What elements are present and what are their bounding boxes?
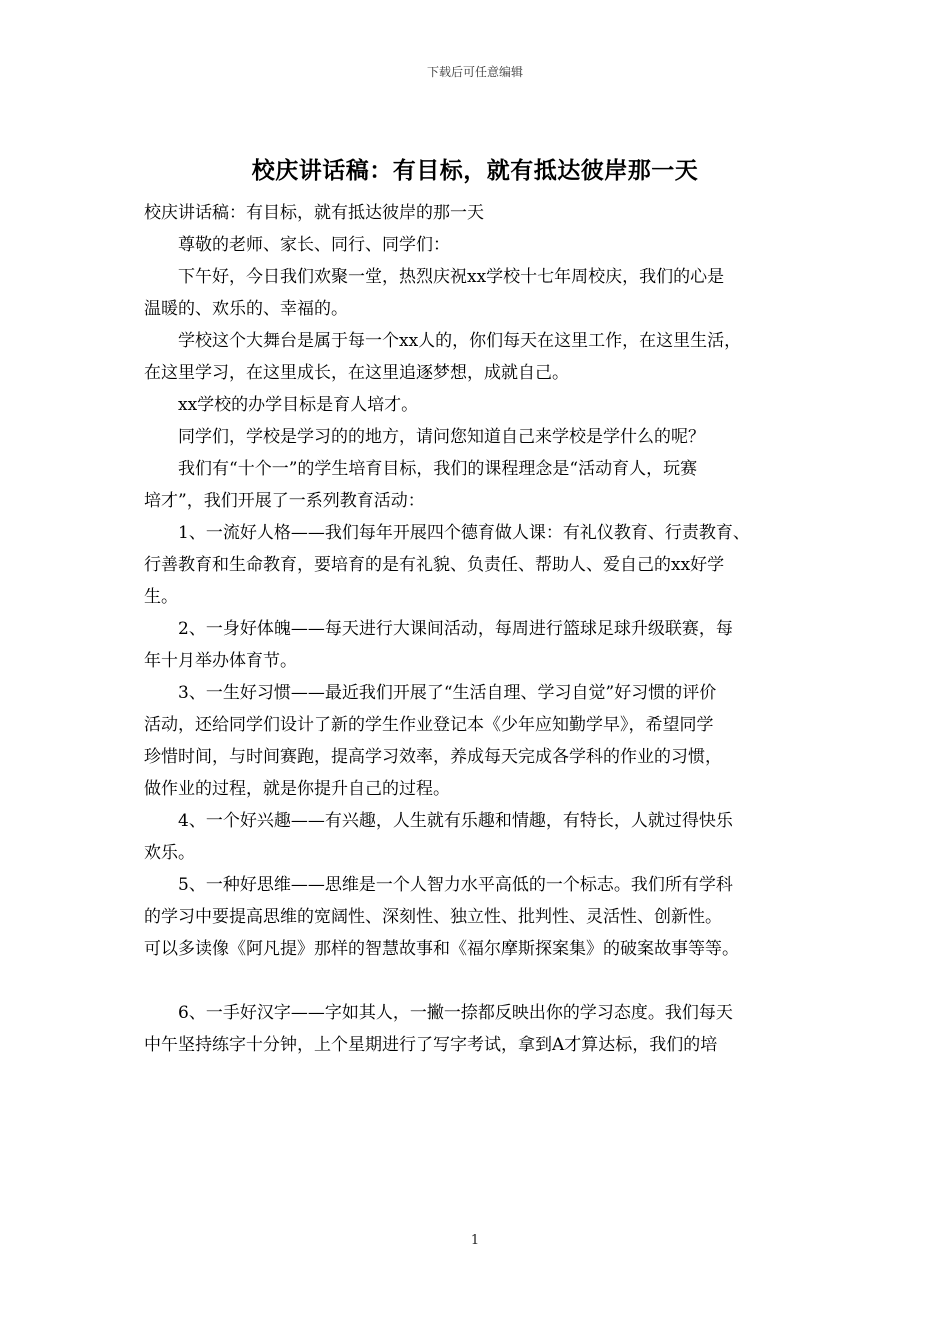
page-header-note: 下载后可任意编辑	[426, 65, 523, 79]
paragraph-item-6: 6、一手好汉字——字如其人，一撇一捺都反映出你的学习态度。我们每天 中午坚持练字十分钟，上个星期进行了写字考试，拿到A才算达标，我们的培	[144, 1003, 733, 1055]
paragraph-item-3: 3、一生好习惯——最近我们开展了“生活自理、学习自觉”好习惯的评价 活动，还给同学们设计了新的学生作业登记本《少年应知勤学早》，希望同学 珍惜时间，与时间赛跑，提高学习效率，养成每天完成各学科的作业的习惯， 做作业的过程，就是你提升自己的过程。	[144, 683, 722, 799]
paragraph-item-1: 1、一流好人格——我们每年开展四个德育做人课：有礼仪教育、行责教育、 行善教育和生命教育，要培育的是有礼貌、负责任、帮助人、爱自己的xx好学 生。	[144, 523, 750, 607]
paragraph-item-5: 5、一种好思维——思维是一个人智力水平高低的一个标志。我们所有学科 的学习中要提高思维的宽阔性、深刻性、独立性、批判性、灵活性、创新性。 可以多读像《阿凡提》那样的智慧故事和《福尔摩斯探案集》的破案故事等等。	[144, 875, 739, 959]
paragraph-goal: xx学校的办学目标是育人培才。	[178, 395, 419, 415]
paragraph-question: 同学们，学校是学习的的地方，请问您知道自己来学校是学什么的呢？	[178, 427, 705, 447]
paragraph-salutation: 尊敬的老师、家长、同行、同学们：	[178, 235, 450, 255]
paragraph-ten-goals: 我们有“十个一”的学生培育目标，我们的课程理念是“活动育人，玩赛 培才”，我们开展了一系列教育活动：	[144, 459, 698, 511]
paragraph-item-4: 4、一个好兴趣——有兴趣，人生就有乐趣和情趣，有特长，人就过得快乐 欢乐。	[144, 811, 733, 863]
paragraph-greeting: 下午好，今日我们欢聚一堂，热烈庆祝xx学校十七年周校庆，我们的心是 温暖的、欢乐的、幸福的。	[144, 267, 725, 319]
document-subtitle: 校庆讲话稿：有目标，就有抵达彼岸的那一天	[144, 203, 484, 223]
paragraph-stage: 学校这个大舞台是属于每一个xx人的，你们每天在这里工作，在这里生活， 在这里学习，在这里成长，在这里追逐梦想，成就自己。	[144, 331, 742, 383]
document-title: 校庆讲话稿：有目标，就有抵达彼岸那一天	[251, 157, 699, 184]
document-body	[144, 197, 810, 1061]
page-number: 1	[470, 1233, 480, 1248]
paragraph-item-2: 2、一身好体魄——每天进行大课间活动，每周进行篮球足球升级联赛，每 年十月举办体育节。	[144, 619, 733, 671]
